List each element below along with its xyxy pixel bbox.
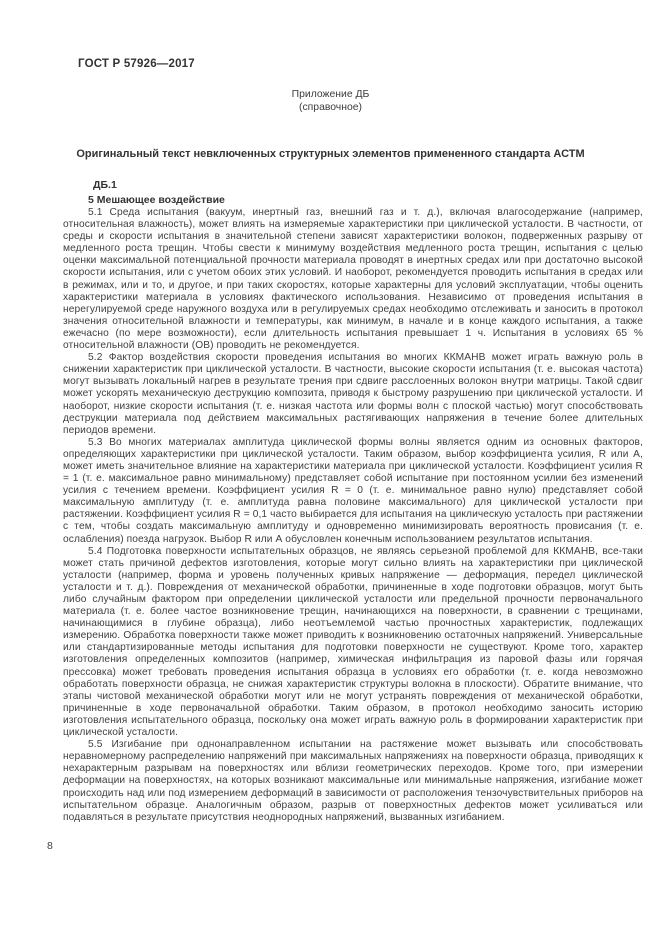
annex-label: Приложение ДБ [291, 89, 370, 100]
clause-number: ДБ.1 [93, 179, 117, 191]
paragraph-5-4: 5.4 Подготовка поверхности испытательных образцов, не являясь серьезной проблемой для ККМАНВ, все-таки может стать причиной дефектов изготовления, которые могут сильно влиять на характеристики при циклической усталости (например, форма и уровень полученных кривых напряжение — деформация, передел циклической усталости и т. д.). Повреждения от механической обработки, причиненные в ходе подготовки образцов, могут быть либо случайным фактором при определении циклической усталости или предельной прочности первоначального материала (т. е. более частое возникновение трещин, начинающихся на поверхности, в сравнении с трещинами, начинающимися в глубине образца), либо неотъемлемой частью прочностных характеристик, подлежащих измерению. Обработка поверхности также может приводить к возникновению остаточных напряжений. Универсальные или стандартизированные методы испытания для подготовки поверхности не существуют. Кроме того, характер изготовления определенных композитов (например, химическая инфильтрация из паровой фазы или горячая прессовка) может требовать проведения испытания образца в условиях его обработки (т. е. когда невозможно обработать поверхности образца, не снижая характеристик структуры волокна в плоскости). Обратите внимание, что этапы чистовой механической обработки могут или не могут устранять повреждения от механической обработки, причиненные в ходе первоначальной обработки. Таким образом, в протокол необходимо заносить историю изготовления испытательного образца, поскольку она может играть важную роль в формировании характеристик при циклической усталости. [63, 545, 643, 739]
section-heading: 5 Мешающее воздействие [88, 194, 225, 206]
paragraph-5-1: 5.1 Среда испытания (вакуум, инертный газ, внешний газ и т. д.), включая влагосодержание (например, относительная влажность), может влиять на измеряемые характеристики при циклической усталости. В частности, от среды и скорости испытания в значительной степени зависят характеристики волокон, подверженных разрыву от медленного роста трещин. Чтобы свести к минимуму воздействия медленного роста трещин, испытания с целью оценки максимальной потенциальной прочности материала проводят в инертных средах или при достаточно высокой скорости испытания, или с учетом обоих этих условий. И наоборот, рекомендуется проводить испытания в средах или в режимах, или и то, и другое, и при таких скоростях, которые характерны для условий эксплуатации, чтобы оценить характеристики материала в условиях фактического использования. Независимо от проведения испытания в нерегулируемой среде наружного воздуха или в регулируемых средах необходимо отслеживать и заносить в протокол значения относительной влажности и температуры, как минимум, в начале и в конце каждого испытания, а также ежечасно (по мере возможности), если длительность испытания превышает 1 ч. Испытания в условиях 65 % относительной влажности (ОВ) проводить не рекомендуется. [63, 207, 643, 352]
paragraph-5-5: 5.5 Изгибание при однонаправленном испытании на растяжение может вызывать или способствовать неравномерному распределению напряжений при максимальных напряжениях на поверхности образца, приводящих к нехарактерным разрывам на поверхностях или вблизи геометрических переходов. Кроме того, при измерении деформации на поверхностях, на которых возникают максимальные или минимальные напряжения, изгибание может происходить над или под измерением деформаций в зависимости от расположения тензочувствительных приборов на испытательном образце. Аналогичным образом, разрыв от поверхностных дефектов может усиливаться или подавляться в результате присутствия неоднородных напряжений, вызванных изгибанием. [63, 739, 643, 823]
page-title: Оригинальный текст невключенных структурных элементов примененного стандарта АСТМ [76, 148, 585, 160]
paragraph-5-3: 5.3 Во многих материалах амплитуда циклической формы волны является одним из основных факторов, определяющих характеристики при циклической усталости. Таким образом, выбор коэффициента усилия, R или А, может иметь значительное влияние на характеристики материала при циклической усталости. Коэффициент усилия R = 1 (т. е. максимальное равно минимальному) представляет собой испытание при постоянном усилии без изменений усилия с течением времени. Коэффициент усилия R = 0 (т. е. минимальное равно нулю) представляет собой максимальную амплитуду (т. е. амплитуда равна половине максимального) для циклической усталости при растяжении. Коэффициент усилия R = 0,1 часто выбирается для испытания на циклическую усталость при растяжении с тем, чтобы создать максимальную амплитуду и одновременно минимизировать вероятность провисания (т. е. ослабления) поезда нагрузок. Выбор R или А обусловлен конечным использованием результатов испытания. [63, 436, 643, 545]
paragraph-5-2: 5.2 Фактор воздействия скорости проведения испытания во многих ККМАНВ может играть важную роль в снижении характеристик при циклической усталости. В частности, высокие скорости испытания (т. е. высокая частота) могут вызывать локальный нагрев в результате трения при сдвиге расслоенных волокон внутри матрицы. Такой сдвиг может ускорять механическую деструкцию композита, приводя к быстрому разрушению при циклической усталости. И наоборот, низкие скорости испытания (т. е. низкая частота или формы волн с плоской частью) могут способствовать деструкции материала под действием максимальных растягивающих напряжения в течение более длительных периодов времени. [63, 352, 643, 436]
annex-type: (справочное) [299, 102, 362, 113]
document-code: ГОСТ Р 57926—2017 [78, 58, 195, 70]
document-body [63, 179, 643, 824]
page-number: 8 [47, 840, 53, 852]
annex-block [0, 88, 661, 114]
